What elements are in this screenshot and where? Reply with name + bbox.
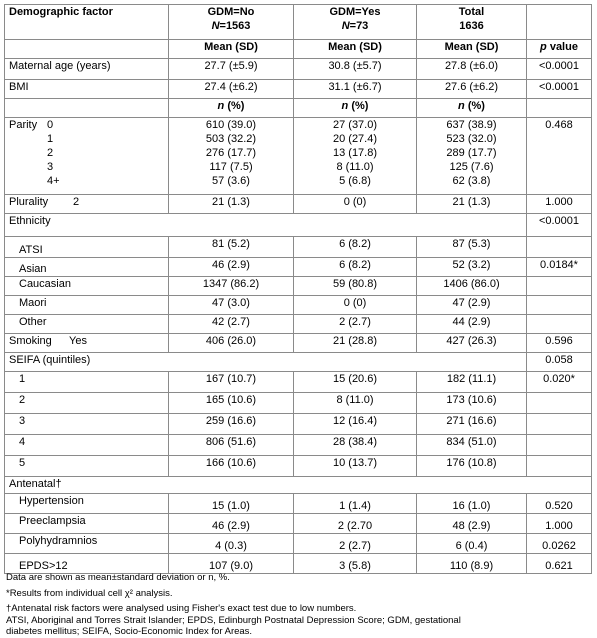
cell-total: 44 (2.9) (417, 315, 527, 334)
cell-p-value: 0.020* (527, 372, 592, 393)
cell-p-value (527, 393, 592, 414)
cell-value: 20 (27.4) (332, 133, 378, 145)
cell-gdm-yes: 31.1 (±6.7) (294, 80, 417, 99)
cell-gdm-no: 27.4 (±6.2) (169, 80, 294, 99)
cell-gdm-no: 806 (51.6) (169, 435, 294, 456)
demographics-table (4, 4, 592, 574)
table-row (5, 494, 592, 514)
n-suffix: (%) (464, 100, 485, 112)
cell-value: 523 (32.0) (446, 133, 497, 145)
cell-gdm-no: 46 (2.9) (169, 258, 294, 277)
smoking-cat: Yes (69, 335, 87, 347)
cell-gdm-no: 27.7 (±5.9) (169, 59, 294, 80)
cell-total: 427 (26.3) (417, 334, 527, 353)
parity-cat: 4+ (47, 175, 60, 187)
cell-gdm-no: 406 (26.0) (169, 334, 294, 353)
cell-total: 16 (1.0) (417, 494, 527, 514)
parity-line (9, 146, 164, 160)
parity-cat: 2 (47, 147, 54, 159)
row-label: Hypertension (5, 494, 169, 514)
table-row (5, 435, 592, 456)
parity-cat: 0 (47, 119, 54, 131)
cell-p-value: 0.621 (527, 554, 592, 574)
section-label: Ethnicity (5, 214, 527, 237)
table-footnotes (6, 572, 591, 638)
cell-value: 289 (17.7) (446, 147, 497, 159)
cell-p-value (527, 296, 592, 315)
header-gdm-yes-n (298, 19, 412, 33)
header-gdm-no (169, 5, 294, 40)
header-gdm-no-label: GDM=No (207, 6, 255, 18)
footnote: *Results from individual cell χ² analysis. (6, 587, 173, 599)
cell-p-value: 0.520 (527, 494, 592, 514)
cell-total: 27.6 (±6.2) (417, 80, 527, 99)
section-row (5, 477, 592, 494)
cell-value: 503 (32.2) (205, 133, 257, 145)
cell-gdm-no: 1347 (86.2) (169, 277, 294, 296)
cell-gdm-yes (294, 118, 417, 195)
cell-total: 1406 (86.0) (417, 277, 527, 296)
cell-value: 27 (37.0) (332, 119, 378, 131)
mean-sd-row (5, 40, 592, 59)
cell-value: 57 (3.6) (212, 175, 250, 187)
header-factor: Demographic factor (5, 5, 169, 40)
cell-gdm-no: 165 (10.6) (169, 393, 294, 414)
cell-total: 87 (5.3) (417, 237, 527, 258)
table-row (5, 534, 592, 554)
cell-value: 276 (17.7) (205, 147, 257, 159)
cell-value: 610 (39.0) (205, 119, 257, 131)
row-label: 2 (5, 393, 169, 414)
cell-gdm-no: 107 (9.0) (169, 554, 294, 574)
cell-gdm-yes: 30.8 (±5.7) (294, 59, 417, 80)
cell-p-value: 1.000 (527, 195, 592, 214)
footnote: ATSI, Aboriginal and Torres Strait Islander; EPDS, Edinburgh Postnatal Depression Score; GDM, gestational (6, 614, 461, 626)
cell-total: 21 (1.3) (417, 195, 527, 214)
row-label: Maori (5, 296, 169, 315)
mean-sd-label: Mean (SD) (294, 40, 417, 59)
cell-gdm-yes: 0 (0) (294, 195, 417, 214)
row-label: Maternal age (years) (5, 59, 169, 80)
cell-gdm-yes: 2 (2.7) (294, 315, 417, 334)
row-label: Smoking (9, 335, 52, 347)
header-total (417, 5, 527, 40)
cell-gdm-yes: 6 (8.2) (294, 237, 417, 258)
n-italic: n (458, 100, 465, 112)
plurality-cat: 2 (73, 196, 80, 208)
cell-gdm-yes: 6 (8.2) (294, 258, 417, 277)
cell-total: 47 (2.9) (417, 296, 527, 315)
cell-total: 176 (10.8) (417, 456, 527, 477)
cell-gdm-no: 167 (10.7) (169, 372, 294, 393)
smoking-label-cell (5, 334, 169, 353)
cell-p-value: 0.468 (527, 118, 592, 195)
section-label: Antenatal† (5, 477, 592, 494)
cell-gdm-yes: 12 (16.4) (294, 414, 417, 435)
row-label: 4 (5, 435, 169, 456)
table-row (5, 315, 592, 334)
cell-total: 173 (10.6) (417, 393, 527, 414)
row-label: Other (5, 315, 169, 334)
cell-p-value (527, 456, 592, 477)
header-gdm-yes-label: GDM=Yes (329, 6, 381, 18)
n-italic: n (341, 100, 349, 112)
row-label: EPDS>12 (5, 554, 169, 574)
cell-total: 6 (0.4) (417, 534, 527, 554)
p-suffix: value (546, 41, 578, 53)
table-row (5, 514, 592, 534)
table-row (5, 59, 592, 80)
table-row (5, 277, 592, 296)
cell-total: 834 (51.0) (417, 435, 527, 456)
parity-line (9, 132, 164, 146)
cell-value: 8 (11.0) (336, 161, 374, 173)
cell-gdm-no: 4 (0.3) (169, 534, 294, 554)
section-label: SEIFA (quintiles) (5, 353, 527, 372)
cell-value: 62 (3.8) (452, 175, 491, 187)
cell-gdm-no: 81 (5.2) (169, 237, 294, 258)
blank-cell (527, 99, 592, 118)
n-percent-row (5, 99, 592, 118)
header-empty (527, 5, 592, 40)
row-label: BMI (5, 80, 169, 99)
cell-total: 110 (8.9) (417, 554, 527, 574)
table-row (5, 456, 592, 477)
cell-gdm-no (169, 118, 294, 195)
parity-label-cell (5, 118, 169, 195)
cell-gdm-no: 166 (10.6) (169, 456, 294, 477)
n-italic: n (217, 100, 225, 112)
cell-gdm-no: 15 (1.0) (169, 494, 294, 514)
header-row (5, 5, 592, 40)
n-percent-label (294, 99, 417, 118)
cell-value: 13 (17.8) (332, 147, 378, 159)
parity-cat: 3 (47, 161, 54, 173)
header-gdm-no-n (173, 19, 289, 33)
n-italic: N (341, 20, 350, 32)
table-row (5, 80, 592, 99)
cell-value: 5 (6.8) (339, 175, 371, 187)
row-label: Polyhydramnios (5, 534, 169, 554)
section-row (5, 353, 592, 372)
table-row (5, 414, 592, 435)
table-row (5, 372, 592, 393)
cell-p-value: 0.0262 (527, 534, 592, 554)
cell-gdm-yes: 2 (2.70 (294, 514, 417, 534)
n-suffix: (%) (348, 100, 369, 112)
table-row (5, 195, 592, 214)
footnote: Data are shown as mean±standard deviation or n, %. (6, 572, 230, 583)
cell-gdm-yes: 59 (80.8) (294, 277, 417, 296)
cell-gdm-no: 259 (16.6) (169, 414, 294, 435)
cell-gdm-no: 42 (2.7) (169, 315, 294, 334)
footnote: diabetes mellitus; SEIFA, Socio-Economic Index for Areas. (6, 626, 253, 637)
p-italic: p (540, 41, 547, 53)
cell-gdm-yes: 0 (0) (294, 296, 417, 315)
cell-total: 271 (16.6) (417, 414, 527, 435)
parity-cat: 1 (47, 133, 54, 145)
row-label: ATSI (5, 237, 169, 258)
cell-p-value: 0.0184* (527, 258, 592, 277)
plurality-label-cell (5, 195, 169, 214)
cell-p-value (527, 277, 592, 296)
table-row (5, 237, 592, 258)
header-total-label: Total (458, 6, 485, 18)
cell-gdm-yes: 2 (2.7) (294, 534, 417, 554)
p-value-header (527, 40, 592, 59)
mean-sd-label: Mean (SD) (169, 40, 294, 59)
cell-p-value: 1.000 (527, 514, 592, 534)
table-row (5, 258, 592, 277)
row-label: Caucasian (5, 277, 169, 296)
n-count: =1563 (219, 20, 251, 32)
cell-gdm-yes: 21 (28.8) (294, 334, 417, 353)
cell-gdm-yes: 1 (1.4) (294, 494, 417, 514)
mean-sd-label: Mean (SD) (417, 40, 527, 59)
cell-gdm-no: 21 (1.3) (169, 195, 294, 214)
cell-p-value (527, 435, 592, 456)
cell-total: 52 (3.2) (417, 258, 527, 277)
table-row (5, 393, 592, 414)
cell-gdm-yes: 10 (13.7) (294, 456, 417, 477)
n-percent-label (417, 99, 527, 118)
footnote: †Antenatal risk factors were analysed using Fisher's exact test due to low numbers. (6, 603, 357, 614)
table-row (5, 118, 592, 195)
cell-total: 48 (2.9) (417, 514, 527, 534)
cell-p-value (527, 315, 592, 334)
cell-gdm-yes: 28 (38.4) (294, 435, 417, 456)
cell-total: 182 (11.1) (417, 372, 527, 393)
table-row (5, 296, 592, 315)
row-label: Asian (5, 258, 169, 277)
header-total-n: 1636 (459, 20, 484, 32)
cell-p-value (527, 414, 592, 435)
cell-gdm-no: 47 (3.0) (169, 296, 294, 315)
blank-cell (5, 99, 169, 118)
cell-value: 637 (38.9) (446, 119, 497, 131)
cell-total: 27.8 (±6.0) (417, 59, 527, 80)
cell-p-value: 0.596 (527, 334, 592, 353)
n-italic: N (211, 20, 220, 32)
n-count: =73 (349, 20, 369, 32)
cell-value: 117 (7.5) (209, 161, 253, 173)
cell-p-value (527, 237, 592, 258)
n-suffix: (%) (224, 100, 245, 112)
section-row (5, 214, 592, 237)
row-label: Plurality (9, 196, 49, 208)
blank-cell (5, 40, 169, 59)
cell-total (417, 118, 527, 195)
cell-p-value: <0.0001 (527, 214, 592, 237)
row-label: Parity (9, 119, 38, 131)
cell-gdm-no: 46 (2.9) (169, 514, 294, 534)
cell-value: 125 (7.6) (449, 161, 494, 173)
parity-line (9, 160, 164, 174)
row-label: 3 (5, 414, 169, 435)
cell-gdm-yes: 15 (20.6) (294, 372, 417, 393)
row-label: Preeclampsia (5, 514, 169, 534)
row-label: 5 (5, 456, 169, 477)
cell-gdm-yes: 8 (11.0) (294, 393, 417, 414)
table-row (5, 554, 592, 574)
header-gdm-yes (294, 5, 417, 40)
cell-p-value: 0.058 (527, 353, 592, 372)
parity-line (9, 118, 164, 132)
parity-line (9, 174, 164, 188)
table-row (5, 334, 592, 353)
n-percent-label (169, 99, 294, 118)
row-label: 1 (5, 372, 169, 393)
cell-p-value: <0.0001 (527, 59, 592, 80)
cell-p-value: <0.0001 (527, 80, 592, 99)
cell-gdm-yes: 3 (5.8) (294, 554, 417, 574)
